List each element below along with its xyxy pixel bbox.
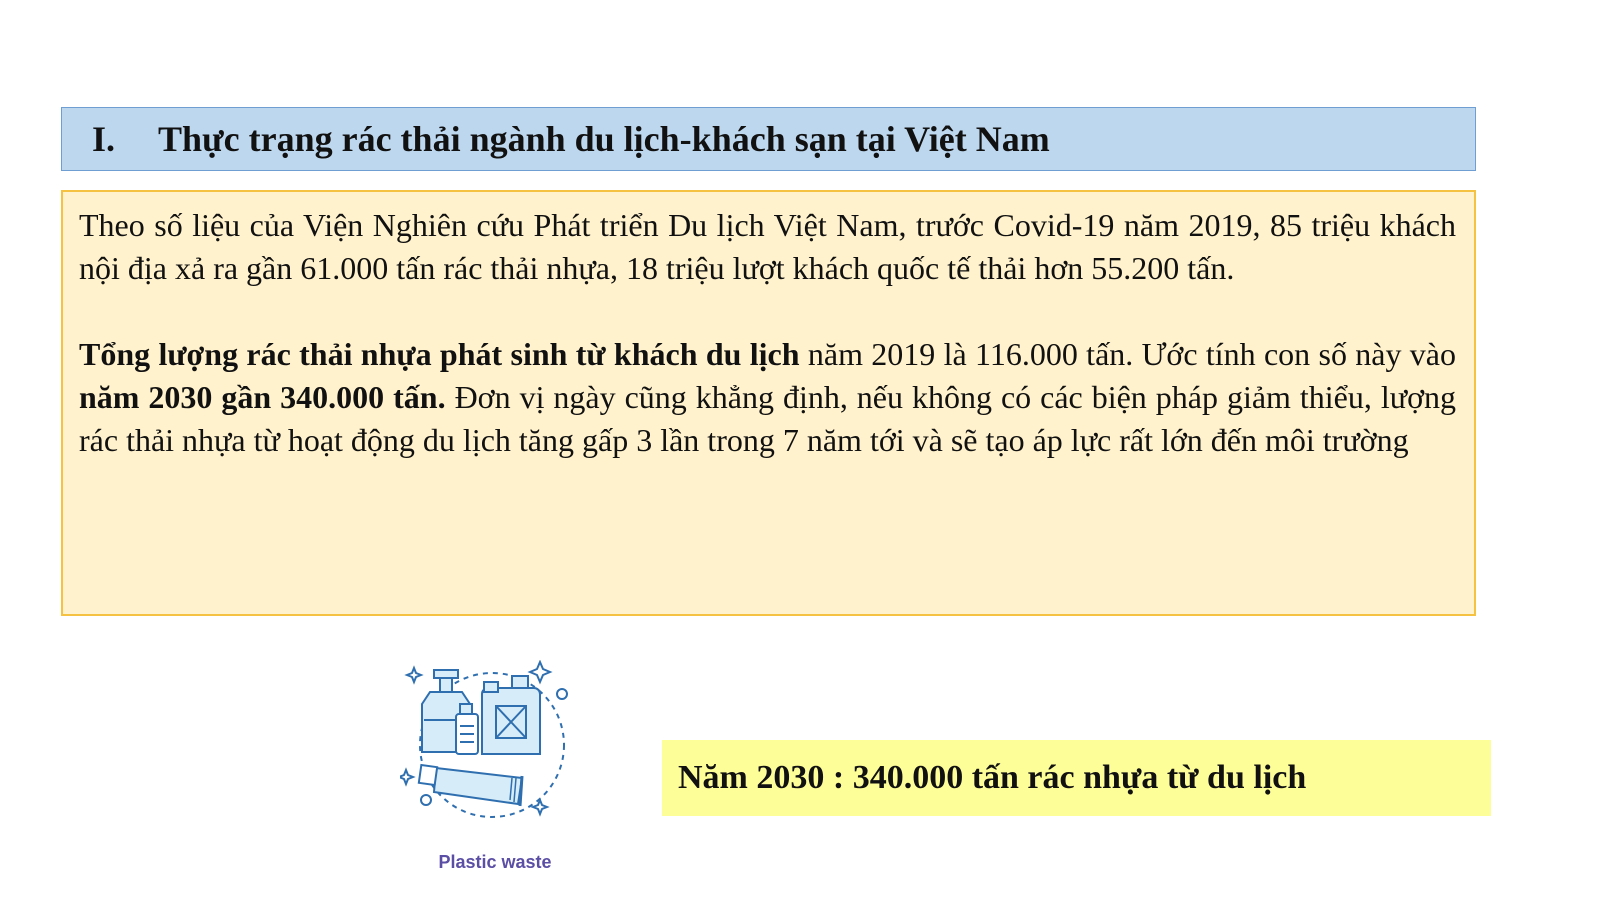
plastic-waste-icon bbox=[400, 660, 600, 840]
bold-total-waste: Tổng lượng rác thải nhựa phát sinh từ khách du lịch bbox=[79, 336, 800, 372]
content-box bbox=[61, 190, 1476, 616]
text-warning: Đơn vị ngày cũng khẳng định, nếu không có các biện pháp giảm thiểu, lượng rác thải nhựa từ hoạt động du lịch tăng gấp 3 lần trong 7 năm tới và sẽ tạo áp lực rất lớn đến môi trường bbox=[79, 379, 1457, 458]
bold-2030-forecast: năm 2030 gần 340.000 tấn. bbox=[79, 379, 446, 415]
section-title: Thực trạng rác thải ngành du lịch-khách sạn tại Việt Nam bbox=[158, 119, 1050, 159]
section-number: I. bbox=[92, 119, 116, 159]
text-2019-total: năm 2019 là 116.000 tấn. Ước tính con số này vào bbox=[799, 336, 1457, 372]
illustration-caption: Plastic waste bbox=[438, 852, 552, 872]
highlight-callout bbox=[662, 740, 1491, 816]
paragraph-forecast bbox=[79, 333, 1456, 462]
section-title-bar bbox=[61, 107, 1476, 171]
highlight-text: Năm 2030 : 340.000 tấn rác nhựa từ du lịch bbox=[678, 759, 1307, 796]
paragraph-statistics: Theo số liệu của Viện Nghiên cứu Phát triển Du lịch Việt Nam, trước Covid-19 năm 2019, 85 triệu khách nội địa xả ra gần 61.000 tấn rác thải nhựa, 18 triệu lượt khách quốc tế thải hơn 55.200 tấn. bbox=[79, 207, 1456, 286]
